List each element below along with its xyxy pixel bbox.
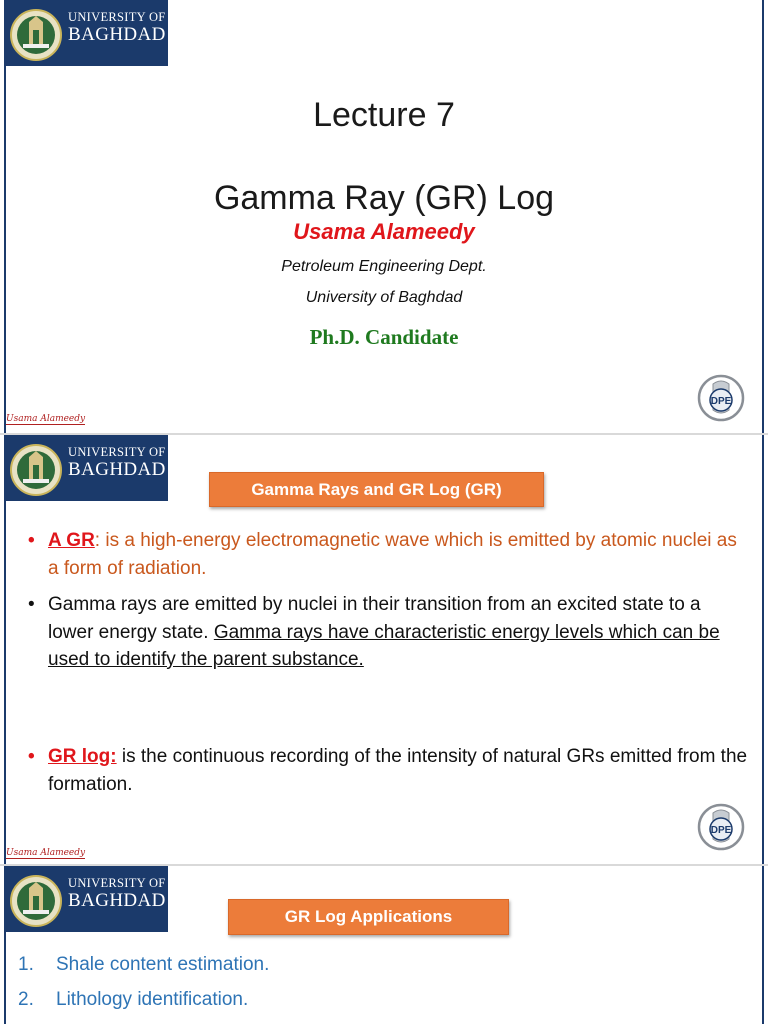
university-line1: UNIVERSITY OF: [68, 445, 166, 459]
list-item: [18, 989, 248, 1011]
university-line2: BAGHDAD: [68, 459, 166, 480]
university-banner: [4, 866, 168, 932]
university-line2: BAGHDAD: [68, 890, 166, 911]
list-item-number: 1.: [18, 954, 34, 975]
university-line1: UNIVERSITY OF: [68, 876, 166, 890]
slide-header: Gamma Rays and GR Log (GR): [209, 472, 544, 507]
signature: Usama Alameedy: [6, 848, 86, 858]
signature: Usama Alameedy: [6, 414, 86, 424]
university-logo-icon: [9, 443, 63, 497]
lecture-number: Lecture 7: [313, 96, 455, 134]
list-item: [18, 954, 269, 976]
gamma-energy-text: Gamma rays have characteristic energy levels which can be used to identify the parent substance.: [48, 621, 720, 670]
university-logo-icon: [9, 8, 63, 62]
slide-1: [0, 0, 768, 433]
lecture-title: Gamma Ray (GR) Log: [213, 179, 555, 217]
dpe-logo-icon: [697, 374, 745, 422]
list-item-text: Lithology identification.: [56, 989, 249, 1010]
bullet-gamma-transition: • Gamma rays are emitted by nuclei in their transition from an excited state to a lower energy state. Gamma rays have characteristic energy levels which can be used to identify the parent substance.: [28, 594, 720, 670]
slide-2: [0, 435, 768, 864]
dpe-logo-text: DPE: [710, 825, 732, 836]
gr-term: A GR: [48, 530, 95, 551]
list-item-text: Shale content estimation.: [56, 954, 270, 975]
university-line2: BAGHDAD: [68, 24, 166, 45]
gr-log-term: GR log:: [48, 746, 117, 767]
university-logo-icon: [9, 874, 63, 928]
dpe-logo-icon: [697, 803, 745, 851]
bullet-gr-definition: • A GR: is a high-energy electromagnetic wave which is emitted by atomic nuclei as a form of radiation.: [28, 530, 737, 579]
university-banner: [4, 435, 168, 501]
author-name: Usama Alameedy: [293, 219, 475, 244]
dpe-logo-text: DPE: [710, 396, 732, 407]
gamma-transition-text: Gamma rays are emitted by nuclei in their transition from an excited state to a lower energy state.: [48, 594, 701, 643]
university-name: University of Baghdad: [305, 289, 463, 306]
bullet-gr-log: • GR log: is the continuous recording of the intensity of natural GRs emitted from the formation.: [28, 746, 748, 795]
slide-3: [0, 866, 768, 1024]
gr-definition: : is a high-energy electromagnetic wave which is emitted by atomic nuclei as a form of radiation.: [48, 530, 737, 579]
department: Petroleum Engineering Dept.: [281, 258, 487, 275]
gr-log-definition: is the continuous recording of the intensity of natural GRs emitted from the formation.: [48, 746, 748, 795]
university-banner: [4, 0, 168, 66]
list-item-number: 2.: [18, 989, 34, 1010]
slide-header: GR Log Applications: [228, 899, 509, 935]
candidate-label: Ph.D. Candidate: [309, 325, 459, 349]
university-line1: UNIVERSITY OF: [68, 10, 166, 24]
